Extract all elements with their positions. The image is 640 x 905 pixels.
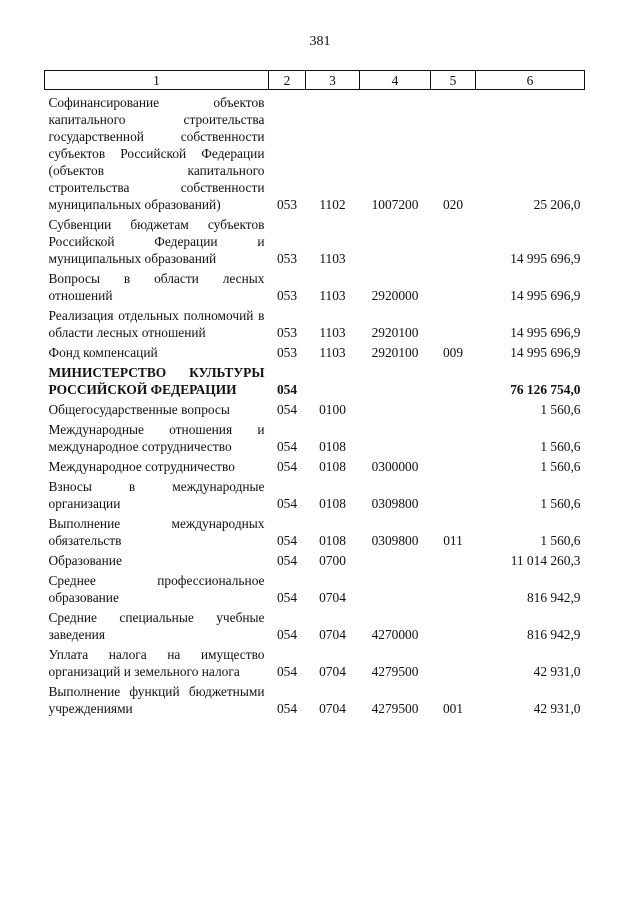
row-name: Реализация отдельных полномочий в области лесных отношений bbox=[48, 308, 265, 340]
table-row bbox=[45, 646, 585, 683]
row-amount: 14 995 696,9 bbox=[510, 288, 581, 303]
table-body bbox=[45, 90, 585, 721]
section-code: 1103 bbox=[319, 251, 346, 266]
table-row bbox=[45, 609, 585, 646]
row-amount: 42 931,0 bbox=[533, 664, 581, 679]
row-name: МИНИСТЕРСТВО КУЛЬТУРЫ РОССИЙСКОЙ ФЕДЕРАЦИИ bbox=[48, 365, 265, 397]
section-code: 0704 bbox=[319, 627, 346, 642]
ministry-code: 053 bbox=[276, 345, 298, 360]
row-amount: 42 931,0 bbox=[533, 701, 581, 716]
row-amount: 1 560,6 bbox=[540, 496, 581, 511]
expense-type-code bbox=[431, 401, 476, 421]
target-code: 4270000 bbox=[371, 627, 419, 642]
row-name: Международное сотрудничество bbox=[48, 459, 235, 474]
expense-type-code: 001 bbox=[442, 701, 464, 716]
ministry-code: 054 bbox=[276, 402, 298, 417]
table-row bbox=[45, 216, 585, 270]
expense-type-code bbox=[431, 307, 476, 344]
row-name: Выполнение международных обязательств bbox=[48, 516, 265, 548]
ministry-code: 053 bbox=[276, 325, 298, 340]
expense-type-code: 011 bbox=[443, 533, 463, 548]
row-amount: 11 014 260,3 bbox=[510, 553, 581, 568]
expense-type-code: 009 bbox=[442, 345, 464, 360]
target-code: 0309800 bbox=[371, 496, 419, 511]
row-name: Образование bbox=[48, 553, 122, 568]
target-code: 2920000 bbox=[371, 288, 419, 303]
target-code: 4279500 bbox=[371, 664, 419, 679]
target-code bbox=[360, 364, 431, 401]
row-name: Фонд компенсаций bbox=[48, 345, 158, 360]
row-amount: 25 206,0 bbox=[533, 197, 581, 212]
ministry-code: 054 bbox=[276, 590, 298, 605]
table-row bbox=[45, 344, 585, 364]
column-header: 3 bbox=[306, 71, 360, 90]
row-amount: 1 560,6 bbox=[540, 402, 581, 417]
target-code bbox=[360, 552, 431, 572]
section-code: 1103 bbox=[319, 345, 346, 360]
section-code: 0108 bbox=[319, 439, 346, 454]
column-header: 6 bbox=[476, 71, 585, 90]
ministry-code: 054 bbox=[276, 664, 298, 679]
ministry-code: 054 bbox=[276, 533, 298, 548]
expense-type-code bbox=[431, 646, 476, 683]
table-row bbox=[45, 90, 585, 217]
expense-type-code bbox=[431, 458, 476, 478]
expense-type-code bbox=[431, 270, 476, 307]
row-name: Международные отношения и международное сотрудничество bbox=[48, 422, 265, 454]
row-amount: 1 560,6 bbox=[540, 439, 581, 454]
section-code: 1103 bbox=[319, 288, 346, 303]
ministry-code: 054 bbox=[276, 439, 298, 454]
column-header: 5 bbox=[431, 71, 476, 90]
section-code: 1102 bbox=[319, 197, 346, 212]
ministry-code: 053 bbox=[276, 288, 298, 303]
table-row bbox=[45, 572, 585, 609]
target-code bbox=[360, 421, 431, 458]
section-code: 0108 bbox=[319, 496, 346, 511]
row-amount: 14 995 696,9 bbox=[510, 251, 581, 266]
table-row bbox=[45, 307, 585, 344]
expense-type-code bbox=[431, 421, 476, 458]
ministry-code: 054 bbox=[276, 553, 298, 568]
table-row bbox=[45, 683, 585, 720]
column-header: 4 bbox=[360, 71, 431, 90]
ministry-code: 054 bbox=[276, 459, 298, 474]
table-row bbox=[45, 458, 585, 478]
row-name: Субвенции бюджетам субъектов Российской Федерации и муниципальных образований bbox=[48, 217, 265, 266]
target-code: 1007200 bbox=[371, 197, 419, 212]
table-row bbox=[45, 478, 585, 515]
column-header: 1 bbox=[45, 71, 269, 90]
row-name: Общегосударственные вопросы bbox=[48, 402, 230, 417]
table-row bbox=[45, 515, 585, 552]
table-row bbox=[45, 401, 585, 421]
header-row bbox=[45, 71, 585, 90]
row-name: Выполнение функций бюджетными учреждениями bbox=[48, 684, 265, 716]
target-code bbox=[360, 401, 431, 421]
table-row bbox=[45, 270, 585, 307]
ministry-code: 053 bbox=[276, 251, 298, 266]
target-code: 0300000 bbox=[371, 459, 419, 474]
expense-type-code bbox=[431, 478, 476, 515]
expense-type-code bbox=[431, 364, 476, 401]
budget-table bbox=[44, 70, 585, 720]
column-header: 2 bbox=[269, 71, 306, 90]
row-amount: 76 126 754,0 bbox=[510, 382, 581, 397]
section-code: 1103 bbox=[319, 325, 346, 340]
section-code: 0100 bbox=[319, 402, 346, 417]
table-row bbox=[45, 421, 585, 458]
target-code: 4279500 bbox=[371, 701, 419, 716]
row-amount: 14 995 696,9 bbox=[510, 325, 581, 340]
row-amount: 816 942,9 bbox=[526, 627, 581, 642]
row-name: Вопросы в области лесных отношений bbox=[48, 271, 265, 303]
table-row bbox=[45, 552, 585, 572]
row-amount: 14 995 696,9 bbox=[510, 345, 581, 360]
section-code: 0700 bbox=[319, 553, 346, 568]
table-row bbox=[45, 364, 585, 401]
expense-type-code bbox=[431, 216, 476, 270]
expense-type-code bbox=[431, 572, 476, 609]
target-code bbox=[360, 572, 431, 609]
row-name: Средние специальные учебные заведения bbox=[48, 610, 265, 642]
ministry-code: 054 bbox=[276, 627, 298, 642]
section-code: 0704 bbox=[319, 664, 346, 679]
section-code: 0108 bbox=[319, 533, 346, 548]
ministry-code: 054 bbox=[276, 701, 298, 716]
row-amount: 1 560,6 bbox=[540, 533, 581, 548]
row-name: Среднее профессиональное образование bbox=[48, 573, 265, 605]
expense-type-code: 020 bbox=[442, 197, 464, 212]
row-name: Взносы в международные организации bbox=[48, 479, 265, 511]
target-code: 2920100 bbox=[371, 325, 419, 340]
section-code bbox=[306, 364, 360, 401]
section-code: 0704 bbox=[319, 590, 346, 605]
row-name: Уплата налога на имущество организаций и земельного налога bbox=[48, 647, 265, 679]
row-name: Софинансирование объектов капитального строительства государственной собственности субъектов Российской Федерации (объектов капитального строительства собственности муниципальных образований) bbox=[48, 95, 265, 212]
ministry-code: 053 bbox=[276, 197, 298, 212]
row-amount: 816 942,9 bbox=[526, 590, 581, 605]
section-code: 0108 bbox=[319, 459, 346, 474]
expense-type-code bbox=[431, 609, 476, 646]
ministry-code: 054 bbox=[276, 496, 298, 511]
target-code bbox=[360, 216, 431, 270]
ministry-code: 054 bbox=[276, 382, 298, 397]
target-code: 2920100 bbox=[371, 345, 419, 360]
row-amount: 1 560,6 bbox=[540, 459, 581, 474]
target-code: 0309800 bbox=[371, 533, 419, 548]
page-number: 381 bbox=[309, 34, 331, 49]
section-code: 0704 bbox=[319, 701, 346, 716]
expense-type-code bbox=[431, 552, 476, 572]
